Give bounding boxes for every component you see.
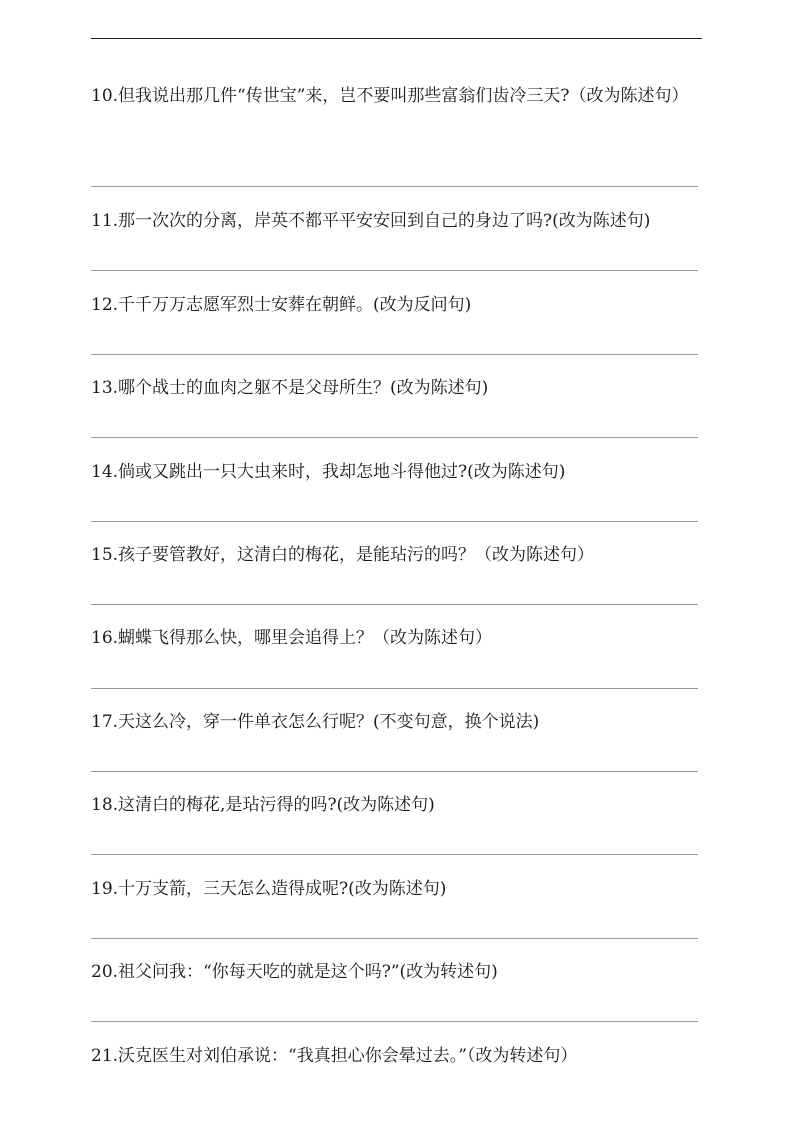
answer-line-14[interactable] xyxy=(91,521,698,522)
question-16: 16.蝴蝶飞得那么快，哪里会追得上？（改为陈述句） xyxy=(91,628,493,648)
header-rule xyxy=(91,38,702,39)
answer-line-18[interactable] xyxy=(91,854,698,855)
question-19: 19.十万支箭，三天怎么造得成呢?(改为陈述句) xyxy=(91,879,447,899)
question-14: 14.倘或又跳出一只大虫来时，我却怎地斗得他过?(改为陈述句) xyxy=(91,462,566,482)
answer-line-20[interactable] xyxy=(91,1021,698,1022)
question-17: 17.天这么冷，穿一件单衣怎么行呢？(不变句意，换个说法) xyxy=(91,712,540,732)
answer-line-16[interactable] xyxy=(91,688,698,689)
question-20: 20.祖父问我：“你每天吃的就是这个吗?”(改为转述句) xyxy=(91,962,498,982)
question-21: 21.沃克医生对刘伯承说：“我真担心你会晕过去。”（改为转述句） xyxy=(91,1046,578,1066)
question-15: 15.孩子要管教好，这清白的梅花，是能玷污的吗？（改为陈述句） xyxy=(91,545,595,565)
answer-line-10[interactable] xyxy=(91,186,698,187)
question-11: 11.那一次次的分离，岸英不都平平安安回到自己的身边了吗?(改为陈述句) xyxy=(91,211,651,231)
question-13: 13.哪个战士的血肉之躯不是父母所生？(改为陈述句) xyxy=(91,378,489,398)
answer-line-17[interactable] xyxy=(91,771,698,772)
answer-line-15[interactable] xyxy=(91,604,698,605)
question-12: 12.千千万万志愿军烈士安葬在朝鲜。(改为反问句) xyxy=(91,295,472,315)
question-10: 10.但我说出那几件“传世宝”来，岂不要叫那些富翁们齿冷三天?（改为陈述句） xyxy=(91,86,689,106)
question-18: 18.这清白的梅花,是玷污得的吗?(改为陈述句) xyxy=(91,795,435,815)
answer-line-19[interactable] xyxy=(91,938,698,939)
answer-line-13[interactable] xyxy=(91,437,698,438)
answer-line-11[interactable] xyxy=(91,270,698,271)
answer-line-12[interactable] xyxy=(91,354,698,355)
